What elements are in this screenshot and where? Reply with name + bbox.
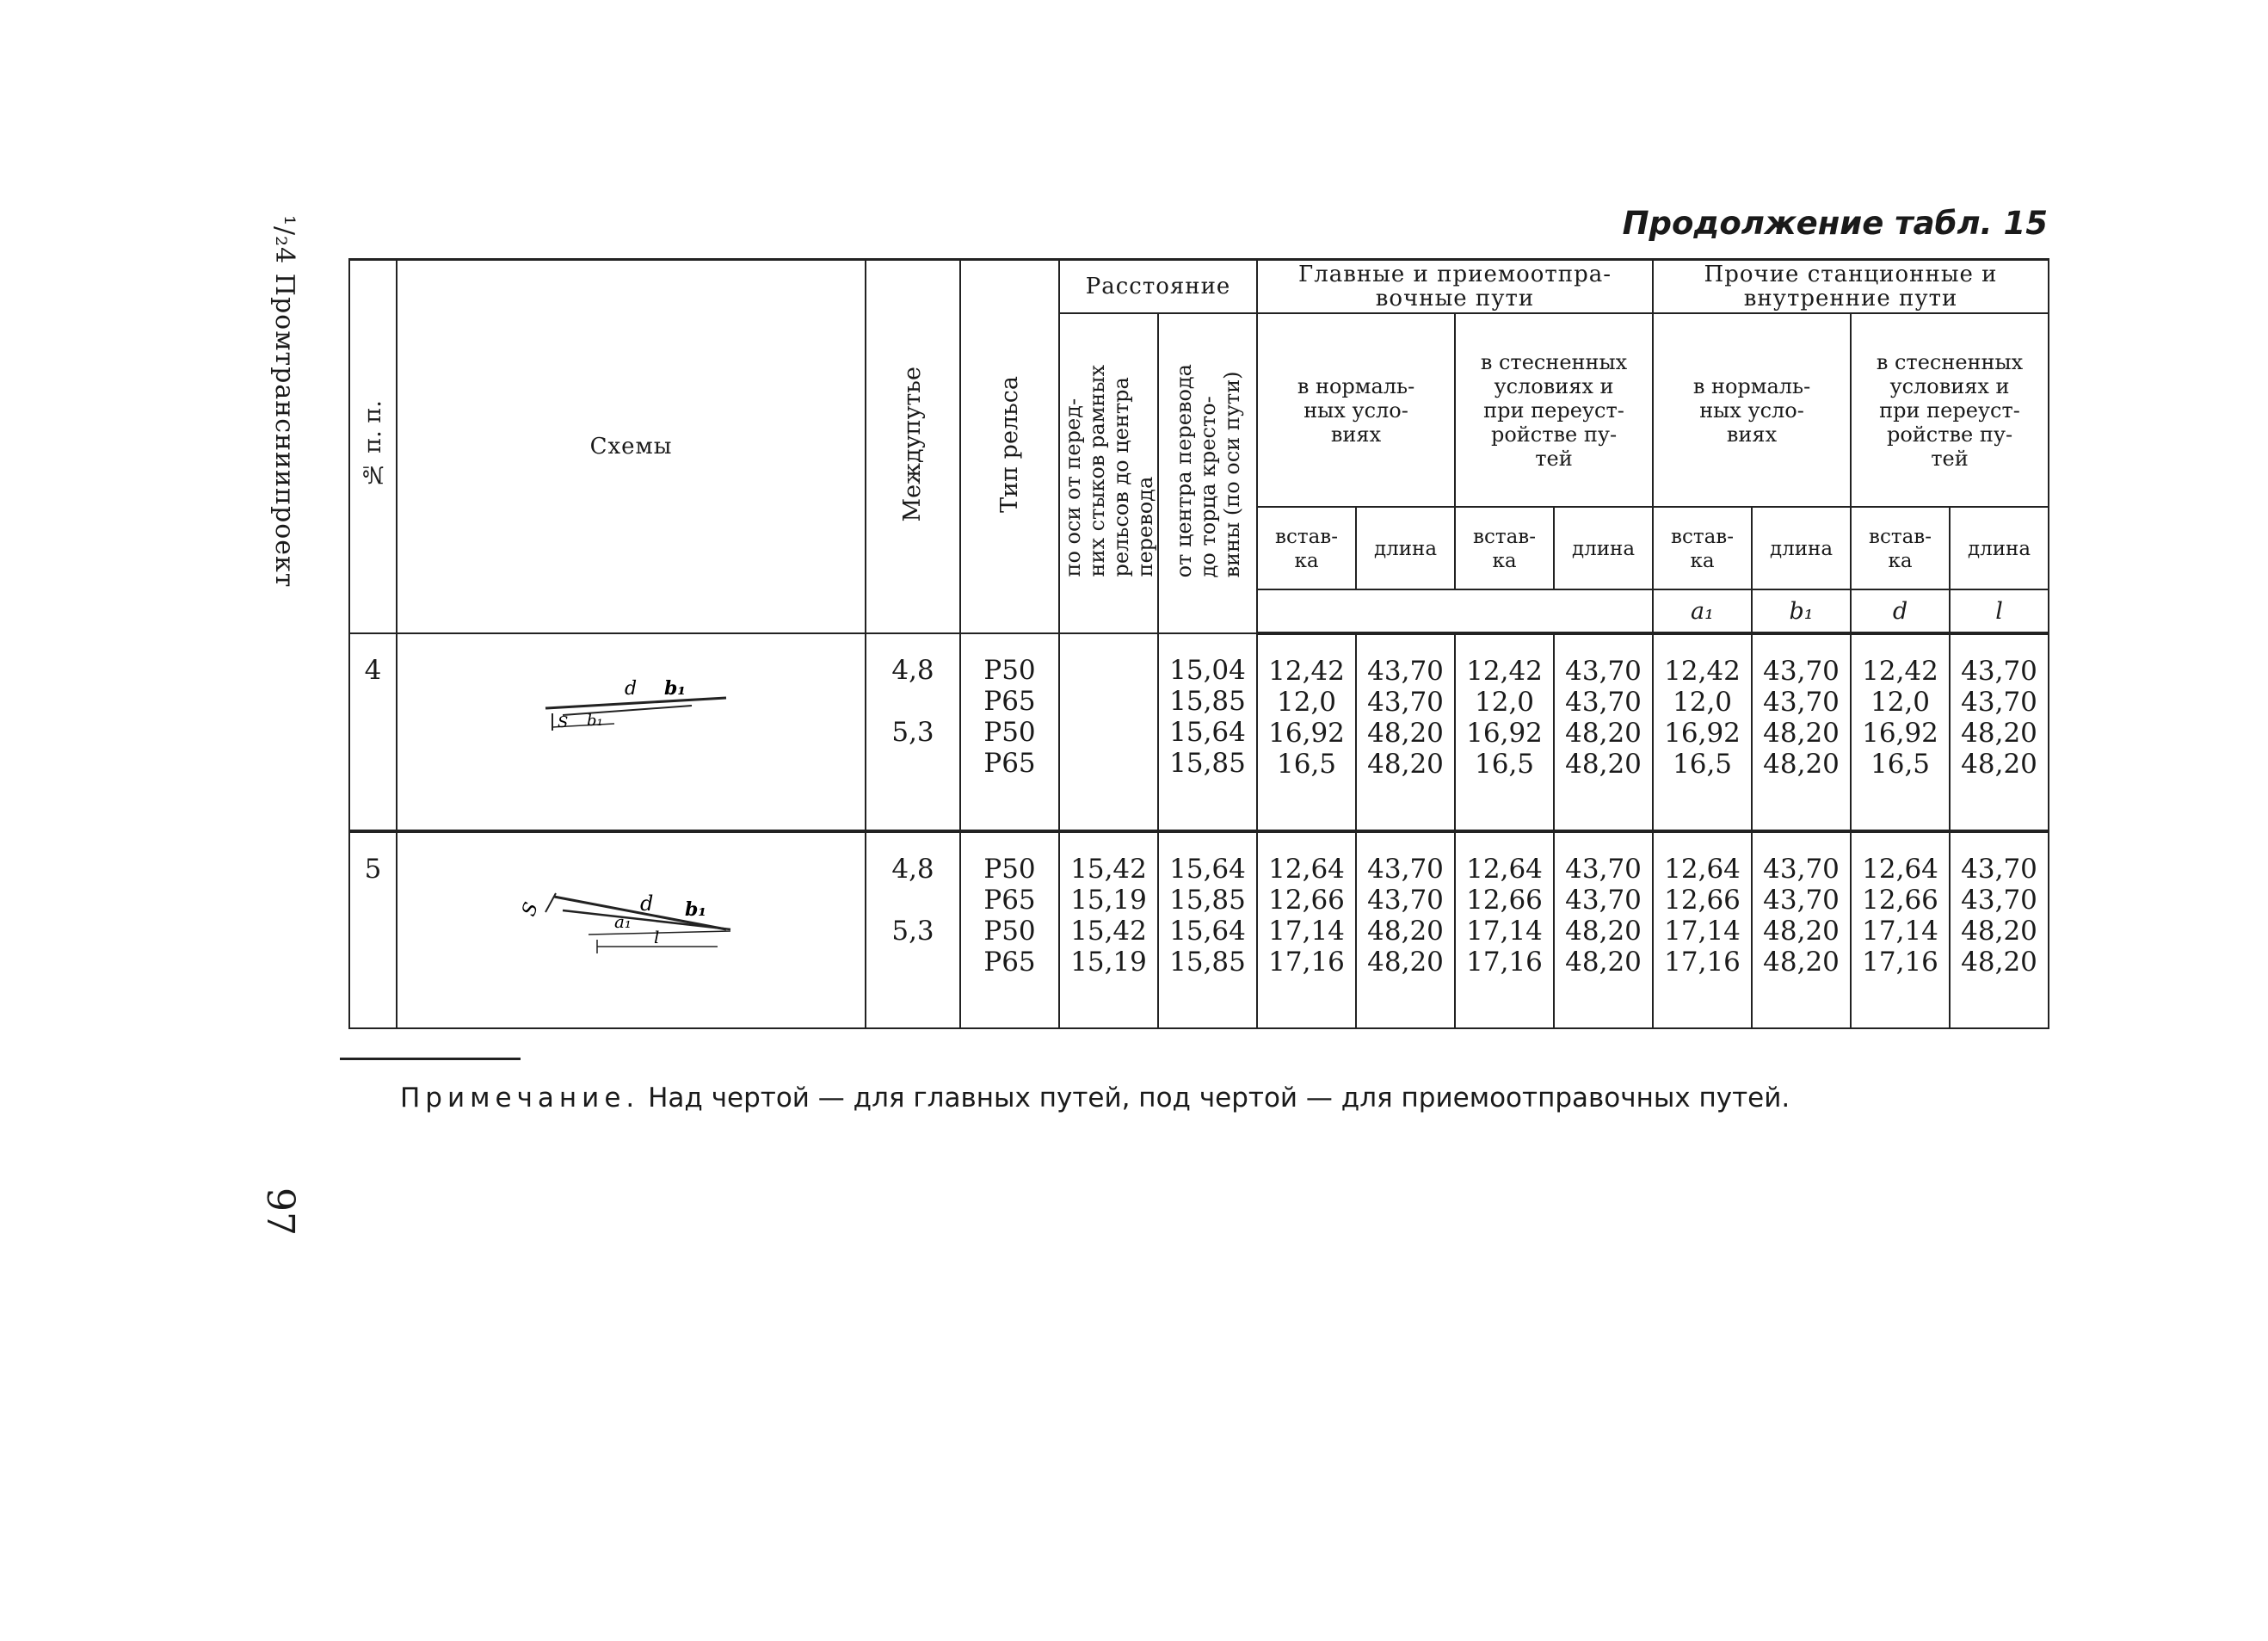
- letter-b1: b₁: [1752, 589, 1851, 633]
- page-number: 97: [258, 1188, 302, 1236]
- value-cell: 12,64 12,66 17,14 17,16: [1851, 831, 1950, 1028]
- footnote-rule: [340, 1058, 521, 1060]
- schema-label: S: [517, 899, 543, 920]
- value-cell: 12,64 12,66 17,14 17,16: [1653, 831, 1752, 1028]
- header-length: длина: [1554, 507, 1653, 589]
- header-other-normal: в нормаль- ных усло- виях: [1653, 313, 1851, 507]
- rail-type-cell: P50 P65 P50 P65: [960, 831, 1059, 1028]
- rail-type-cell: P50 P65 P50 P65: [960, 633, 1059, 831]
- header-insert: встав- ка: [1653, 507, 1752, 589]
- value-cell: 43,70 43,70 48,20 48,20: [1356, 831, 1455, 1028]
- data-table: [348, 258, 2049, 1029]
- header-insert: встав- ка: [1257, 507, 1356, 589]
- schema-label: l: [653, 927, 659, 947]
- value-cell: 12,42 12,0 16,92 16,5: [1257, 633, 1356, 831]
- footnote: [400, 1083, 2078, 1114]
- header-rail-type: Тип рельса: [960, 260, 1059, 634]
- header-length: длина: [1356, 507, 1455, 589]
- header-other-tracks: Прочие станционные и внутренние пути: [1653, 260, 2049, 314]
- row-number: 5: [349, 831, 397, 1028]
- schema-label: d: [624, 678, 637, 700]
- schema-cell: [397, 831, 866, 1028]
- b1-cell: 15,64 15,85 15,64 15,85: [1158, 831, 1257, 1028]
- header-other-constrained: в стесненных условиях и при переуст- ройстве пу- тей: [1851, 313, 2049, 507]
- value-cell: 43,70 43,70 48,20 48,20: [1752, 633, 1851, 831]
- header-main-normal: в нормаль- ных усло- виях: [1257, 313, 1455, 507]
- table-row: [349, 633, 2049, 831]
- footnote-text: Над чертой — для главных путей, под чертой — для приемоотправочных путей.: [648, 1083, 1790, 1114]
- interaxis-cell: 4,8 5,3: [866, 831, 960, 1028]
- a1-cell: 15,42 15,19 15,42 15,19: [1059, 831, 1158, 1028]
- table-caption: Продолжение табл. 15: [1622, 205, 2048, 242]
- letter-a1: a₁: [1653, 589, 1752, 633]
- header-insert: встав- ка: [1455, 507, 1554, 589]
- header-interaxis: Междупутье: [866, 260, 960, 634]
- header-schemes: Схемы: [397, 260, 866, 634]
- footnote-label: Примечание.: [400, 1083, 640, 1114]
- header-length: длина: [1752, 507, 1851, 589]
- header-distance-b: от центра перевода до торца кресто- вины (по оси пути): [1158, 313, 1257, 633]
- value-cell: 12,42 12,0 16,92 16,5: [1851, 633, 1950, 831]
- schema-label: b₁: [663, 677, 686, 700]
- header-no: № п. п.: [349, 260, 397, 634]
- value-cell: 12,42 12,0 16,92 16,5: [1653, 633, 1752, 831]
- letter-d: d: [1851, 589, 1950, 633]
- turnout-schema-5-icon: [511, 862, 752, 974]
- schema-label: b₁: [684, 898, 706, 921]
- turnout-schema-4-icon: [520, 663, 743, 741]
- header-distance: Расстояние: [1059, 260, 1257, 314]
- schema-label: b₁: [586, 712, 603, 730]
- table-row: [349, 831, 2049, 1028]
- value-cell: 43,70 43,70 48,20 48,20: [1950, 831, 2049, 1028]
- value-cell: 43,70 43,70 48,20 48,20: [1752, 831, 1851, 1028]
- value-cell: 43,70 43,70 48,20 48,20: [1554, 831, 1653, 1028]
- a1-cell: [1059, 633, 1158, 831]
- schema-label: S: [557, 713, 568, 731]
- schema-cell: [397, 633, 866, 831]
- value-cell: 43,70 43,70 48,20 48,20: [1950, 633, 2049, 831]
- schema-label: a₁: [613, 911, 632, 932]
- publisher-side-text: ¹/₂4 Промтрансниипроект: [269, 215, 299, 589]
- row-number: 4: [349, 633, 397, 831]
- b1-cell: 15,04 15,85 15,64 15,85: [1158, 633, 1257, 831]
- header-distance-a: по оси от перед- них стыков рамных рельсов до центра перевода: [1059, 313, 1158, 633]
- value-cell: 12,64 12,66 17,14 17,16: [1455, 831, 1554, 1028]
- interaxis-cell: 4,8 5,3: [866, 633, 960, 831]
- header-insert: встав- ка: [1851, 507, 1950, 589]
- header-main-constrained: в стесненных условиях и при переуст- ройстве пу- тей: [1455, 313, 1653, 507]
- schema-label: d: [639, 891, 653, 916]
- value-cell: 12,64 12,66 17,14 17,16: [1257, 831, 1356, 1028]
- value-cell: 43,70 43,70 48,20 48,20: [1554, 633, 1653, 831]
- header-main-tracks: Главные и приемоотпра- вочные пути: [1257, 260, 1653, 314]
- letter-l: l: [1950, 589, 2049, 633]
- value-cell: 12,42 12,0 16,92 16,5: [1455, 633, 1554, 831]
- header-length: длина: [1950, 507, 2049, 589]
- value-cell: 43,70 43,70 48,20 48,20: [1356, 633, 1455, 831]
